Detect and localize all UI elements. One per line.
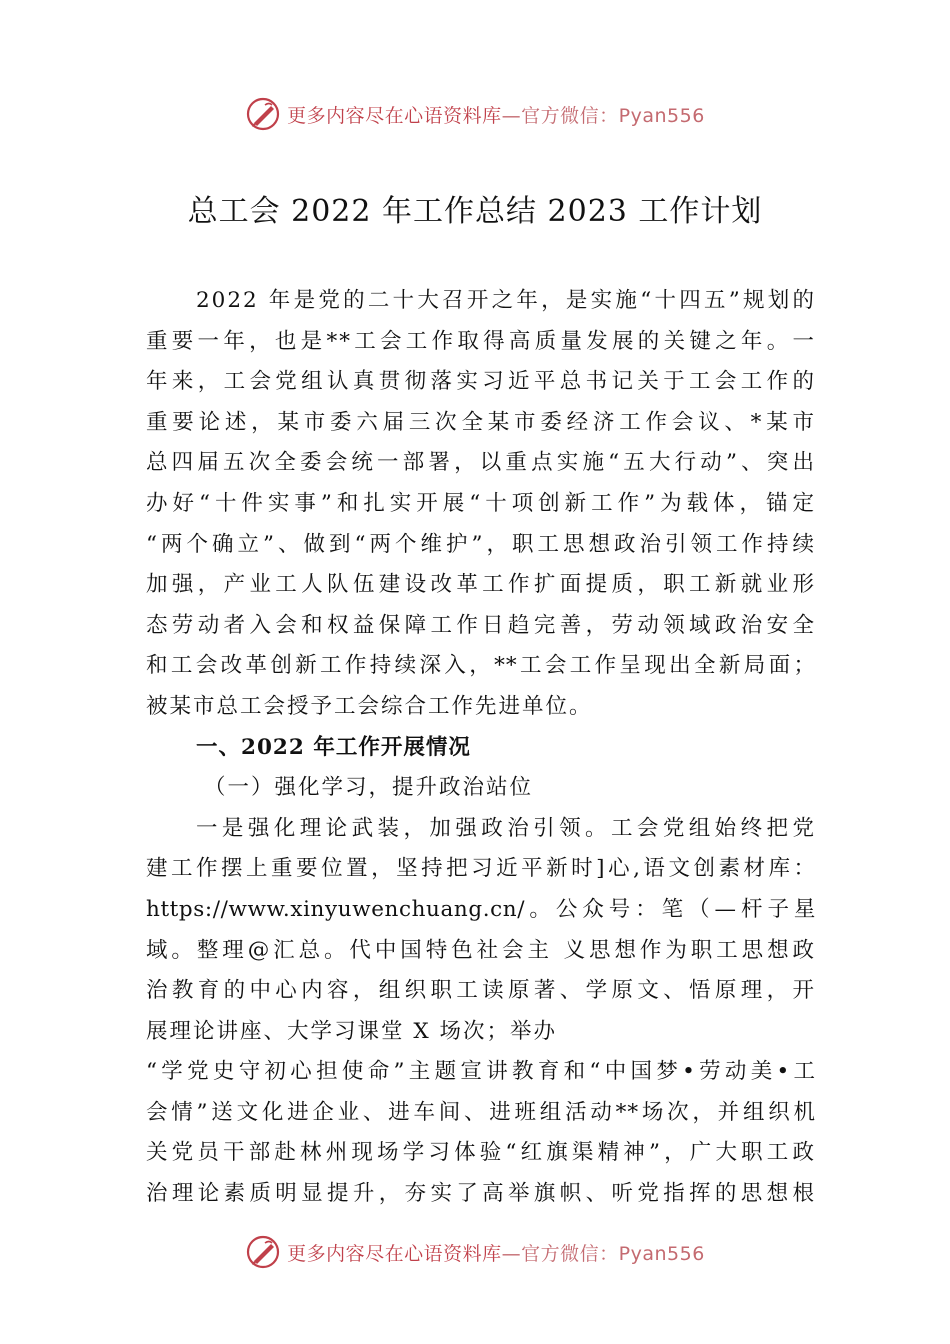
banner-wechat: —官方微信：Pyan556 [501,1242,705,1265]
paragraph-line: 重要一年，也是**工会工作取得高质量发展的关键之年。一 [146,328,816,354]
paragraph-line: 办好“十件实事”和扎实开展“十项创新工作”为载体，锚定 [146,490,816,516]
document-title: 总工会 2022 年工作总结 2023 工作计划 [187,194,763,229]
paragraph-line: 被某市总工会授予工会综合工作先进单位。 [146,693,593,719]
paragraph-line: 治理论素质明显提升，夯实了高举旗帜、听党指挥的思想根 [146,1181,816,1207]
banner-wechat: —官方微信：Pyan556 [501,104,705,127]
pen-logo-icon [245,1234,281,1270]
paragraph-line: 2022 年是党的二十大召开之年，是实施“十四五”规划的 [196,288,816,313]
paragraph-line: 治教育的中心内容，组织职工读原著、学原文、悟原理，开 [146,978,816,1004]
paragraph-line: 加强，产业工人队伍建设改革工作扩面提质，职工新就业形 [146,572,816,598]
footer-banner [0,1232,950,1272]
paragraph-line: 域。整理@汇总。代中国特色社会主 义思想作为职工思想政 [146,937,816,963]
paragraph-line: “两个确立”、做到“两个维护”，职工思想政治引领工作持续 [146,531,816,557]
paragraph-line: “学党史守初心担使命”主题宣讲教育和“中国梦•劳动美•工 [146,1059,816,1085]
section-heading: 一、2022 年工作开展情况 [196,734,471,760]
header-banner [0,94,950,134]
paragraph-line: 建工作摆上重要位置，坚持把习近平新时]心,语文创素材库： [146,856,816,882]
paragraph-line: 关党员干部赴林州现场学习体验“红旗渠精神”，广大职工政 [146,1140,816,1166]
paragraph-line: 和工会改革创新工作持续深入，**工会工作呈现出全新局面； [146,653,816,679]
document-body [146,281,816,1215]
paragraph-line: 年来，工会党组认真贯彻落实习近平总书记关于工会工作的 [146,369,816,395]
paragraph-line: 展理论讲座、大学习课堂 X 场次；举办 [146,1018,557,1044]
paragraph-line: 态劳动者入会和权益保障工作日趋完善，劳动领域政治安全 [146,612,816,638]
paragraph-line: https://www.xinyuwenchuang.cn/。公众号：笔（—杆子星 [146,896,816,922]
pen-logo-icon [245,96,281,132]
paragraph-line: 会情”送文化进企业、进车间、进班组活动**场次，并组织机 [146,1099,816,1125]
banner-text: 更多内容尽在心语资料库 [287,104,502,127]
paragraph-line: 一是强化理论武装，加强政治引领。工会党组始终把党 [196,815,816,841]
subsection-heading: （一）强化学习，提升政治站位 [204,775,534,801]
paragraph-line: 总四届五次全委会统一部署，以重点实施“五大行动”、突出 [146,450,816,476]
banner-text: 更多内容尽在心语资料库 [287,1242,502,1265]
paragraph-line: 重要论述，某市委六届三次全某市委经济工作会议、*某市 [146,409,816,435]
